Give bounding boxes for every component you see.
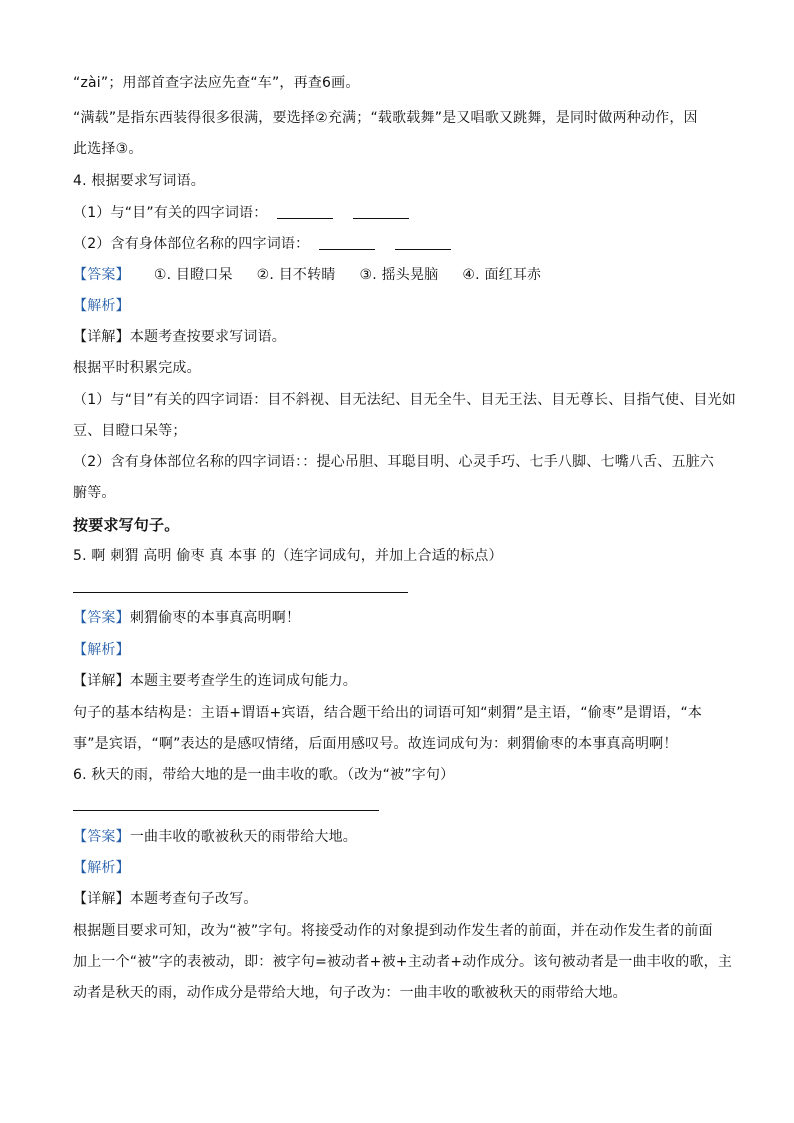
detail-line bbox=[73, 327, 286, 347]
answer-item: ②. 目不转睛 bbox=[256, 267, 336, 283]
question-4: 4. 根据要求写词语。 bbox=[73, 173, 206, 189]
answer-line bbox=[73, 827, 357, 847]
answer-blank[interactable] bbox=[277, 204, 333, 219]
section-heading: 按要求写句子。 bbox=[73, 516, 180, 534]
question-4-part-2 bbox=[73, 234, 461, 254]
analysis-tag: 【解析】 bbox=[73, 298, 130, 314]
answer-item: ④. 面红耳赤 bbox=[462, 267, 542, 283]
answer-line bbox=[73, 265, 541, 285]
answer-tag: 【答案】 bbox=[73, 610, 130, 626]
detail-text: 本题考查句子改写。 bbox=[129, 891, 258, 907]
answer-line bbox=[73, 608, 300, 628]
text-line: “zài”；用部首查字法应先查“车”，再查6画。 bbox=[73, 75, 360, 91]
question-text: （1）与“目”有关的四字词语： bbox=[73, 205, 268, 221]
answer-blank[interactable] bbox=[395, 235, 451, 250]
detail-tag: 【详解】 bbox=[73, 891, 130, 907]
text-line: “满载”是指东西装得很多很满，要选择②充满；“载歌载舞”是又唱歌又跳舞，是同时做两种动作，因 bbox=[73, 110, 698, 126]
text-line: 动者是秋天的雨，动作成分是带给大地，句子改为：一曲丰收的歌被秋天的雨带给大地。 bbox=[73, 985, 627, 1001]
question-text: （2）含有身体部位名称的四字词语： bbox=[73, 236, 310, 252]
detail-text: 本题考查按要求写词语。 bbox=[129, 329, 287, 345]
answer-blank[interactable] bbox=[353, 204, 409, 219]
question-4-part-1 bbox=[73, 203, 419, 223]
text-line: 事”是宾语，“啊”表达的是感叹情绪，后面用感叹号。故连词成句为：刺猬偷枣的本事真高明啊！ bbox=[73, 736, 678, 752]
answer-tag: 【答案】 bbox=[73, 829, 130, 845]
answer-underline[interactable] bbox=[73, 592, 408, 593]
text-line: 句子的基本结构是：主语+谓语+宾语，结合题干给出的词语可知“刺猬”是主语，“偷枣”是谓语，“本 bbox=[73, 705, 703, 721]
detail-tag: 【详解】 bbox=[73, 329, 130, 345]
answer-blank[interactable] bbox=[319, 235, 375, 250]
analysis-tag: 【解析】 bbox=[73, 642, 130, 658]
text-line: （2）含有身体部位名称的四字词语：：提心吊胆、耳聪目明、心灵手巧、七手八脚、七嘴八舌、五脏六 bbox=[73, 454, 715, 470]
detail-line bbox=[73, 889, 258, 909]
answer-item: ①. 目瞪口呆 bbox=[153, 267, 233, 283]
question-6: 6. 秋天的雨，带给大地的是一曲丰收的歌。（改为“被”字句） bbox=[73, 767, 455, 783]
text-line: 腑等。 bbox=[73, 485, 116, 501]
answer-underline[interactable] bbox=[73, 810, 379, 811]
text-line: 根据平时积累完成。 bbox=[73, 360, 201, 376]
detail-line bbox=[73, 671, 357, 691]
answer-tag: 【答案】 bbox=[73, 267, 130, 283]
answer-item: ③. 摇头晃脑 bbox=[359, 267, 439, 283]
text-line: 加上一个“被”字的表被动，即：被字句=被动者+被+主动者+动作成分。该句被动者是一曲丰收的歌，主 bbox=[73, 954, 733, 970]
text-line: 此选择③。 bbox=[73, 141, 143, 157]
analysis-tag: 【解析】 bbox=[73, 860, 130, 876]
detail-text: 本题主要考查学生的连词成句能力。 bbox=[129, 673, 358, 689]
text-line: 根据题目要求可知，改为“被”字句。将接受动作的对象提到动作发生者的前面，并在动作发生者的前面 bbox=[73, 923, 713, 939]
answer-text: 刺猬偷枣的本事真高明啊！ bbox=[129, 610, 301, 626]
text-line: 豆、目瞪口呆等； bbox=[73, 423, 187, 439]
detail-tag: 【详解】 bbox=[73, 673, 130, 689]
answer-text: 一曲丰收的歌被秋天的雨带给大地。 bbox=[129, 829, 358, 845]
question-5: 5. 啊 刺猬 高明 偷枣 真 本事 的（连字词成句，并加上合适的标点） bbox=[73, 548, 503, 564]
text-line: （1）与“目”有关的四字词语：目不斜视、目无法纪、目无全牛、目无王法、目无尊长、目指气使、目光如 bbox=[73, 392, 737, 408]
